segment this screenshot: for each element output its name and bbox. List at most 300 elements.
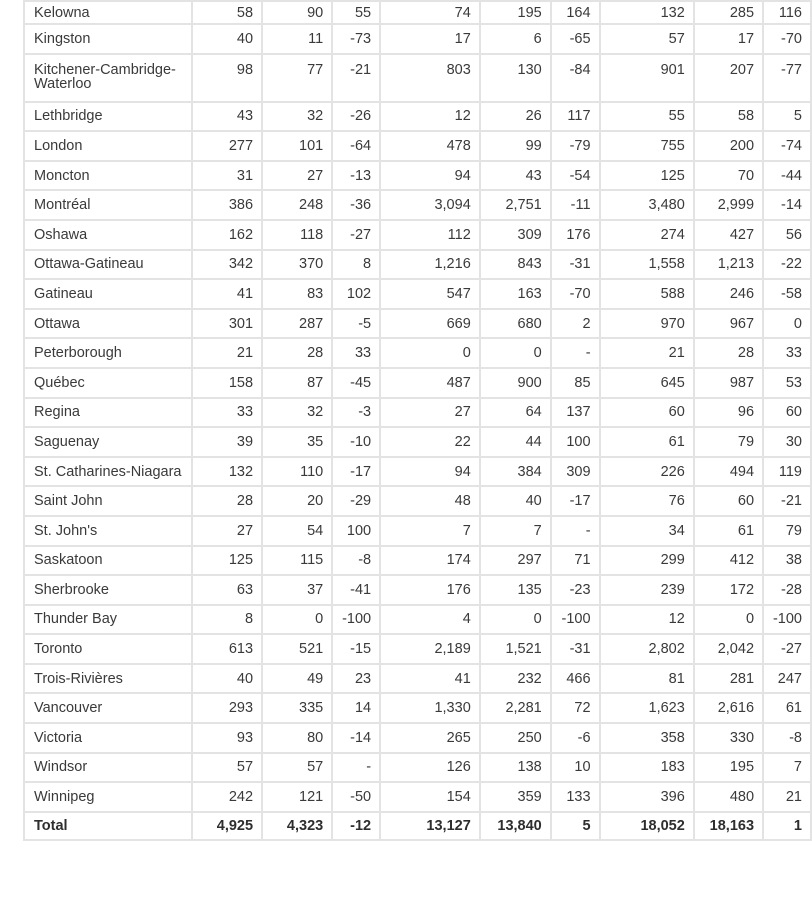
table-cell: -44 [763, 161, 811, 191]
table-cell: 72 [551, 693, 600, 723]
table-cell: -22 [763, 250, 811, 280]
table-cell: 70 [694, 161, 763, 191]
table-cell: 22 [380, 427, 480, 457]
table-row [24, 1, 811, 24]
table-cell: 5 [763, 102, 811, 132]
table-cell: 100 [332, 516, 380, 546]
table-cell: 2,281 [480, 693, 551, 723]
table-cell: 248 [262, 190, 332, 220]
table-cell: 2,616 [694, 693, 763, 723]
table-cell: 232 [480, 664, 551, 694]
table-cell: -8 [332, 546, 380, 576]
table-cell: 970 [600, 309, 694, 339]
table-cell: 901 [600, 54, 694, 102]
table-cell: 27 [262, 161, 332, 191]
table-cell: -100 [763, 605, 811, 635]
table-cell: 987 [694, 368, 763, 398]
row-label: Toronto [24, 634, 192, 664]
table-cell: 61 [694, 516, 763, 546]
table-cell: 2,042 [694, 634, 763, 664]
table-cell: 58 [192, 1, 262, 24]
table-cell: 7 [480, 516, 551, 546]
table-cell: 7 [380, 516, 480, 546]
table-cell: -54 [551, 161, 600, 191]
table-cell: -45 [332, 368, 380, 398]
row-label: Kingston [24, 24, 192, 54]
table-cell: 76 [600, 486, 694, 516]
table-cell: 32 [262, 398, 332, 428]
row-label: Vancouver [24, 693, 192, 723]
table-cell: 121 [262, 782, 332, 812]
table-cell: -5 [332, 309, 380, 339]
table-cell: 53 [763, 368, 811, 398]
table-cell: 164 [551, 1, 600, 24]
table-cell: -13 [332, 161, 380, 191]
table-cell: 99 [480, 131, 551, 161]
total-cell: 13,127 [380, 812, 480, 840]
table-cell: 803 [380, 54, 480, 102]
table-cell: 480 [694, 782, 763, 812]
row-label: Montréal [24, 190, 192, 220]
table-cell: 293 [192, 693, 262, 723]
table-cell: 39 [192, 427, 262, 457]
table-cell: 669 [380, 309, 480, 339]
row-label: Kelowna [24, 1, 192, 24]
table-cell: 85 [551, 368, 600, 398]
table-cell: 2,999 [694, 190, 763, 220]
table-cell: 174 [380, 546, 480, 576]
table-cell: 309 [551, 457, 600, 487]
table-cell: 116 [763, 1, 811, 24]
table-cell: 207 [694, 54, 763, 102]
row-label: Saguenay [24, 427, 192, 457]
table-cell: -14 [332, 723, 380, 753]
table-cell: 64 [480, 398, 551, 428]
table-cell: -10 [332, 427, 380, 457]
total-cell: 5 [551, 812, 600, 840]
table-cell: -31 [551, 634, 600, 664]
table-cell: 31 [192, 161, 262, 191]
table-cell: 172 [694, 575, 763, 605]
table-cell: 132 [192, 457, 262, 487]
table-row [24, 368, 811, 398]
table-cell: -74 [763, 131, 811, 161]
table-cell: 1,213 [694, 250, 763, 280]
table-row [24, 309, 811, 339]
table-cell: 17 [694, 24, 763, 54]
row-label: Moncton [24, 161, 192, 191]
table-cell: 900 [480, 368, 551, 398]
table-cell: 299 [600, 546, 694, 576]
table-cell: 48 [380, 486, 480, 516]
table-cell: 1,330 [380, 693, 480, 723]
table-cell: -28 [763, 575, 811, 605]
row-label: Kitchener-Cambridge-Waterloo [24, 54, 192, 102]
row-label: St. John's [24, 516, 192, 546]
table-cell: 547 [380, 279, 480, 309]
table-row [24, 131, 811, 161]
table-cell: 521 [262, 634, 332, 664]
table-cell: - [551, 516, 600, 546]
row-label: St. Catharines-Niagara [24, 457, 192, 487]
table-cell: -77 [763, 54, 811, 102]
table-cell: -70 [551, 279, 600, 309]
housing-data-table [23, 0, 812, 841]
row-label: London [24, 131, 192, 161]
table-cell: 10 [551, 753, 600, 783]
table-cell: 239 [600, 575, 694, 605]
table-cell: 83 [262, 279, 332, 309]
table-cell: 40 [480, 486, 551, 516]
table-cell: -100 [551, 605, 600, 635]
total-cell: 18,052 [600, 812, 694, 840]
table-cell: -65 [551, 24, 600, 54]
total-label: Total [24, 812, 192, 840]
table-cell: 2 [551, 309, 600, 339]
table-cell: 645 [600, 368, 694, 398]
table-cell: 79 [763, 516, 811, 546]
table-cell: 35 [262, 427, 332, 457]
table-cell: 94 [380, 457, 480, 487]
table-cell: 132 [600, 1, 694, 24]
table-cell: 478 [380, 131, 480, 161]
table-cell: 1,558 [600, 250, 694, 280]
row-label: Thunder Bay [24, 605, 192, 635]
table-row [24, 605, 811, 635]
table-cell: 176 [380, 575, 480, 605]
table-cell: 195 [694, 753, 763, 783]
table-row [24, 250, 811, 280]
table-cell: 112 [380, 220, 480, 250]
table-cell: 96 [694, 398, 763, 428]
table-cell: 119 [763, 457, 811, 487]
table-row [24, 190, 811, 220]
table-cell: - [551, 338, 600, 368]
table-cell: 200 [694, 131, 763, 161]
table-body [24, 1, 811, 840]
table-cell: 137 [551, 398, 600, 428]
table-cell: 41 [380, 664, 480, 694]
total-cell: 1 [763, 812, 811, 840]
table-cell: 20 [262, 486, 332, 516]
table-cell: 226 [600, 457, 694, 487]
table-cell: 61 [763, 693, 811, 723]
table-cell: 63 [192, 575, 262, 605]
table-cell: 2,802 [600, 634, 694, 664]
table-cell: -29 [332, 486, 380, 516]
row-label: Winnipeg [24, 782, 192, 812]
table-cell: 100 [551, 427, 600, 457]
table-cell: 37 [262, 575, 332, 605]
table-cell: 0 [694, 605, 763, 635]
table-cell: -21 [763, 486, 811, 516]
table-cell: 285 [694, 1, 763, 24]
table-cell: -8 [763, 723, 811, 753]
table-row [24, 338, 811, 368]
table-row [24, 782, 811, 812]
table-cell: 21 [600, 338, 694, 368]
table-row [24, 664, 811, 694]
table-cell: 33 [332, 338, 380, 368]
table-row [24, 575, 811, 605]
table-cell: 117 [551, 102, 600, 132]
table-cell: 427 [694, 220, 763, 250]
table-cell: -41 [332, 575, 380, 605]
table-cell: - [332, 753, 380, 783]
table-cell: 57 [262, 753, 332, 783]
table-cell: -6 [551, 723, 600, 753]
table-cell: 386 [192, 190, 262, 220]
row-label: Trois-Rivières [24, 664, 192, 694]
table-row [24, 693, 811, 723]
table-cell: 163 [480, 279, 551, 309]
table-cell: 277 [192, 131, 262, 161]
table-cell: -36 [332, 190, 380, 220]
table-cell: 755 [600, 131, 694, 161]
table-cell: -15 [332, 634, 380, 664]
table-row [24, 546, 811, 576]
table-cell: 11 [262, 24, 332, 54]
table-cell: -64 [332, 131, 380, 161]
table-cell: 6 [480, 24, 551, 54]
table-cell: 396 [600, 782, 694, 812]
table-cell: 27 [380, 398, 480, 428]
table-cell: 98 [192, 54, 262, 102]
table-cell: 588 [600, 279, 694, 309]
row-label: Gatineau [24, 279, 192, 309]
table-cell: 335 [262, 693, 332, 723]
table-cell: 21 [763, 782, 811, 812]
total-cell: -12 [332, 812, 380, 840]
table-cell: -17 [332, 457, 380, 487]
table-cell: 33 [192, 398, 262, 428]
table-cell: 183 [600, 753, 694, 783]
table-row [24, 279, 811, 309]
table-cell: -11 [551, 190, 600, 220]
row-label: Saint John [24, 486, 192, 516]
table-cell: 81 [600, 664, 694, 694]
table-cell: 138 [480, 753, 551, 783]
table-cell: 57 [192, 753, 262, 783]
row-label: Québec [24, 368, 192, 398]
table-cell: 33 [763, 338, 811, 368]
table-row [24, 753, 811, 783]
table-cell: 384 [480, 457, 551, 487]
table-cell: 40 [192, 664, 262, 694]
table-cell: -58 [763, 279, 811, 309]
table-cell: 3,480 [600, 190, 694, 220]
table-cell: 23 [332, 664, 380, 694]
total-cell: 13,840 [480, 812, 551, 840]
table-cell: 250 [480, 723, 551, 753]
table-cell: 613 [192, 634, 262, 664]
table-cell: 17 [380, 24, 480, 54]
table-cell: 133 [551, 782, 600, 812]
table-cell: 8 [332, 250, 380, 280]
table-cell: 93 [192, 723, 262, 753]
table-cell: 967 [694, 309, 763, 339]
table-cell: 2,751 [480, 190, 551, 220]
table-cell: 487 [380, 368, 480, 398]
table-cell: 40 [192, 24, 262, 54]
table-cell: -23 [551, 575, 600, 605]
table-cell: 80 [262, 723, 332, 753]
table-cell: 126 [380, 753, 480, 783]
total-row [24, 812, 811, 840]
table-cell: 1,216 [380, 250, 480, 280]
table-cell: 195 [480, 1, 551, 24]
table-cell: 118 [262, 220, 332, 250]
table-cell: 0 [380, 338, 480, 368]
row-label: Ottawa-Gatineau [24, 250, 192, 280]
table-cell: 60 [600, 398, 694, 428]
row-label: Sherbrooke [24, 575, 192, 605]
table-cell: -79 [551, 131, 600, 161]
row-label: Regina [24, 398, 192, 428]
table-cell: -26 [332, 102, 380, 132]
table-cell: 90 [262, 1, 332, 24]
table-cell: 55 [600, 102, 694, 132]
table-cell: 101 [262, 131, 332, 161]
table-cell: -70 [763, 24, 811, 54]
table-cell: 1,623 [600, 693, 694, 723]
table-cell: 0 [262, 605, 332, 635]
table-cell: 8 [192, 605, 262, 635]
table-cell: 43 [192, 102, 262, 132]
table-cell: 154 [380, 782, 480, 812]
table-cell: -50 [332, 782, 380, 812]
table-cell: 274 [600, 220, 694, 250]
table-cell: 125 [600, 161, 694, 191]
table-cell: 158 [192, 368, 262, 398]
table-cell: 0 [480, 338, 551, 368]
table-cell: 61 [600, 427, 694, 457]
table-cell: 297 [480, 546, 551, 576]
table-row [24, 398, 811, 428]
row-label: Saskatoon [24, 546, 192, 576]
table-row [24, 102, 811, 132]
table-cell: 680 [480, 309, 551, 339]
table-cell: -27 [332, 220, 380, 250]
table-cell: 1,521 [480, 634, 551, 664]
table-cell: 87 [262, 368, 332, 398]
table-cell: -31 [551, 250, 600, 280]
row-label: Oshawa [24, 220, 192, 250]
table-cell: 58 [694, 102, 763, 132]
table-cell: 28 [694, 338, 763, 368]
table-cell: 135 [480, 575, 551, 605]
table-cell: 60 [763, 398, 811, 428]
table-row [24, 634, 811, 664]
table-cell: 176 [551, 220, 600, 250]
table-row [24, 161, 811, 191]
table-cell: 115 [262, 546, 332, 576]
table-cell: 110 [262, 457, 332, 487]
table-cell: 44 [480, 427, 551, 457]
table-cell: 21 [192, 338, 262, 368]
table-row [24, 457, 811, 487]
row-label: Victoria [24, 723, 192, 753]
table-cell: -27 [763, 634, 811, 664]
row-label: Lethbridge [24, 102, 192, 132]
table-cell: 56 [763, 220, 811, 250]
table-cell: 359 [480, 782, 551, 812]
total-cell: 4,925 [192, 812, 262, 840]
table-cell: 74 [380, 1, 480, 24]
table-cell: 41 [192, 279, 262, 309]
table-row [24, 54, 811, 102]
table-cell: 287 [262, 309, 332, 339]
table-cell: 0 [480, 605, 551, 635]
row-label: Ottawa [24, 309, 192, 339]
table-cell: 27 [192, 516, 262, 546]
table-cell: 34 [600, 516, 694, 546]
total-cell: 18,163 [694, 812, 763, 840]
table-cell: 26 [480, 102, 551, 132]
table-cell: 466 [551, 664, 600, 694]
total-cell: 4,323 [262, 812, 332, 840]
row-label: Peterborough [24, 338, 192, 368]
table-cell: -17 [551, 486, 600, 516]
table-cell: 32 [262, 102, 332, 132]
table-cell: -3 [332, 398, 380, 428]
table-cell: 102 [332, 279, 380, 309]
table-cell: 843 [480, 250, 551, 280]
table-cell: 3,094 [380, 190, 480, 220]
table-cell: -14 [763, 190, 811, 220]
table-cell: 57 [600, 24, 694, 54]
table-cell: 309 [480, 220, 551, 250]
table-cell: 412 [694, 546, 763, 576]
table-row [24, 486, 811, 516]
table-cell: 265 [380, 723, 480, 753]
table-cell: 30 [763, 427, 811, 457]
row-label: Windsor [24, 753, 192, 783]
table-cell: 342 [192, 250, 262, 280]
table-cell: 162 [192, 220, 262, 250]
table-cell: -21 [332, 54, 380, 102]
table-cell: 12 [600, 605, 694, 635]
table-cell: 494 [694, 457, 763, 487]
table-cell: 54 [262, 516, 332, 546]
table-cell: 28 [262, 338, 332, 368]
table-cell: 4 [380, 605, 480, 635]
table-cell: 301 [192, 309, 262, 339]
table-cell: 43 [480, 161, 551, 191]
table-cell: -100 [332, 605, 380, 635]
table-row [24, 723, 811, 753]
table-cell: 14 [332, 693, 380, 723]
table-cell: 330 [694, 723, 763, 753]
table-cell: 358 [600, 723, 694, 753]
table-row [24, 220, 811, 250]
table-cell: 94 [380, 161, 480, 191]
table-cell: -73 [332, 24, 380, 54]
table-row [24, 516, 811, 546]
table-cell: 242 [192, 782, 262, 812]
table-cell: 60 [694, 486, 763, 516]
table-cell: 130 [480, 54, 551, 102]
table-row [24, 24, 811, 54]
table-row [24, 427, 811, 457]
table-cell: 38 [763, 546, 811, 576]
table-cell: 77 [262, 54, 332, 102]
table-cell: 28 [192, 486, 262, 516]
table-cell: 246 [694, 279, 763, 309]
table-cell: 370 [262, 250, 332, 280]
table-cell: 281 [694, 664, 763, 694]
table-cell: 71 [551, 546, 600, 576]
